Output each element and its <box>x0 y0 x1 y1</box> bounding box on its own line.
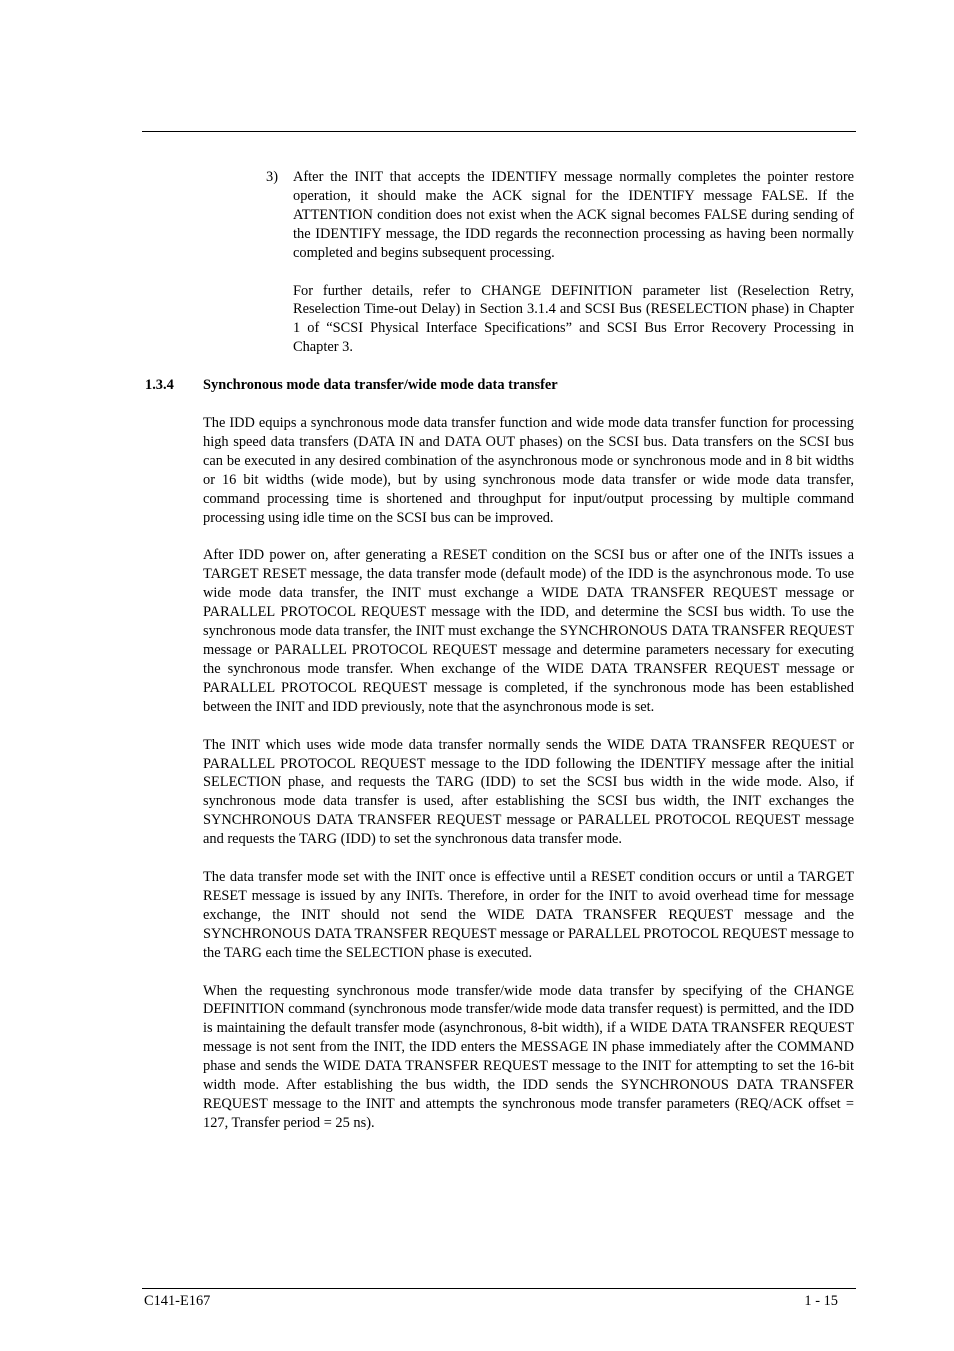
list-item-3 <box>266 168 854 376</box>
list-item-number: 3) <box>266 169 278 185</box>
body-paragraph: The INIT which uses wide mode data transfer normally sends the WIDE DATA TRANSFER REQUEST or PARALLEL PROTOCOL REQUEST message to the IDD following the IDENTIFY message after the initial SELECTION phase, and requests the TARG (IDD) to set the SCSI bus width in the wide mode. Also, if synchronous mode data transfer is used, after establishing the SCSI bus width, the INIT exchanges the SYNCHRONOUS DATA TRANSFER REQUEST message or PARALLEL PROTOCOL REQUEST message and requests the TARG (IDD) to set the synchronous data transfer mode. <box>203 736 854 848</box>
body-paragraph: After IDD power on, after generating a RESET condition on the SCSI bus or after one of the INITs issues a TARGET RESET message, the data transfer mode (default mode) of the IDD is the asynchronous mode. To use wide mode data transfer, the INIT must exchange a WIDE DATA TRANSFER REQUEST message or PARALLEL PROTOCOL REQUEST message with the IDD, and determine the SCSI bus width. To use the synchronous mode data transfer, the INIT must exchange the SYNCHRONOUS DATA TRANSFER REQUEST message or PARALLEL PROTOCOL REQUEST message and determine parameters necessary for executing the synchronous mode transfer. When exchange of the WIDE DATA TRANSFER REQUEST message or PARALLEL PROTOCOL REQUEST message is completed, if the synchronous mode has been established between the INIT and IDD previously, note that the asynchronous mode is set. <box>203 547 854 715</box>
section-number: 1.3.4 <box>145 377 174 393</box>
section-title: Synchronous mode data transfer/wide mode data transfer <box>203 377 558 393</box>
list-item-paragraph: After the INIT that accepts the IDENTIFY message normally completes the pointer restore operation, it should make the ACK signal for the IDENTIFY message FALSE. If the ATTENTION condition does not exist when the ACK signal becomes FALSE during sending of the IDENTIFY message, the IDD regards the reconnection processing as having been normally completed and begins subsequent processing. <box>293 169 854 261</box>
body-paragraph: The data transfer mode set with the INIT once is effective until a RESET condition occurs or until a TARGET RESET message is issued by any INITs. Therefore, in order for the INIT to avoid overhead time for message exchange, the INIT should not send the WIDE DATA TRANSFER REQUEST message and the SYNCHRONOUS DATA TRANSFER REQUEST message or PARALLEL PROTOCOL REQUEST message to the TARG each time the SELECTION phase is executed. <box>203 869 854 961</box>
list-item-body <box>293 168 854 357</box>
header-rule <box>142 131 856 132</box>
footer-page-number: 1 - 15 <box>804 1293 838 1309</box>
section-body <box>203 414 854 1152</box>
footer-doc-id: C141-E167 <box>144 1293 211 1309</box>
list-item-paragraph: For further details, refer to CHANGE DEFINITION parameter list (Reselection Retry, Reselection Time-out Delay) in Section 3.1.4 and SCSI Bus (RESELECTION phase) in Chapter 1 of “SCSI Physical Interface Specifications” and SCSI Bus Error Recovery Processing in Chapter 3. <box>293 282 854 356</box>
body-paragraph: When the requesting synchronous mode transfer/wide mode data transfer by specifying of the CHANGE DEFINITION command (synchronous mode transfer/wide mode data transfer request) is permitted, and the IDD is maintaining the default transfer mode (asynchronous, 8-bit width), if a WIDE DATA TRANSFER REQUEST message is not sent from the INIT, the IDD enters the MESSAGE IN phase immediately after the COMMAND phase and sends the WIDE DATA TRANSFER REQUEST message to the INIT for attempting to set the 16-bit width mode. After establishing the bus width, the IDD sends the SYNCHRONOUS DATA TRANSFER REQUEST message to the INIT and attempts the synchronous mode transfer parameters (REQ/ACK offset = 127, Transfer period = 25 ns). <box>203 982 854 1131</box>
section-heading <box>145 376 855 395</box>
body-paragraph: The IDD equips a synchronous mode data transfer function and wide mode data transfer function for processing high speed data transfers (DATA IN and DATA OUT phases) on the SCSI bus. Data transfers on the SCSI bus can be executed in any desired combination of the asynchronous mode or synchronous mode and in 8 bit widths or 16 bit widths (wide mode), but by using synchronous mode data transfer or wide mode data transfer, command processing time is shortened and throughput for input/output processing by multiple command processing using idle time on the SCSI bus can be improved. <box>203 415 854 526</box>
footer-rule <box>142 1288 856 1289</box>
